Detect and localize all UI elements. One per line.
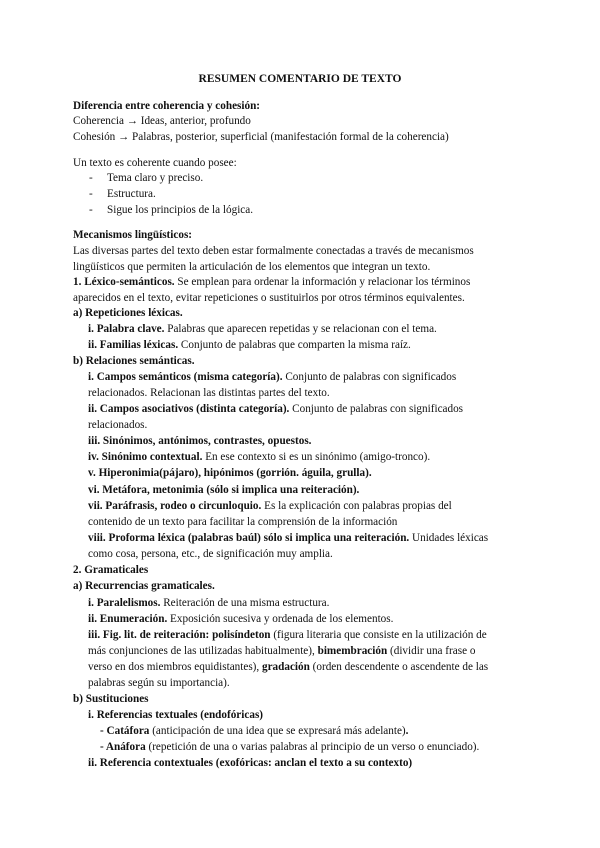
line-coherencia: Coherencia → Ideas, anterior, profundo [73,115,251,127]
item-sinonimos: iii. Sinónimos, antónimos, contrastes, opuestos. [88,435,312,447]
item-parafrasis: vii. Paráfrasis, rodeo o circunloquio. Es la explicación con palabras propias del [88,500,452,512]
paragraph-line: Las diversas partes del texto deben estar formalmente conectadas a través de mecanismos [73,245,474,257]
coherente-intro: Un texto es coherente cuando posee: [73,157,237,169]
paragraph-line: palabras según su importancia). [88,677,230,689]
paragraph-line: contenido de un texto para facilitar la comprensión de la información [88,516,398,528]
page-title: RESUMEN COMENTARIO DE TEXTO [198,73,402,85]
paragraph-line: relacionados. Relacionan las distintas partes del texto. [88,387,330,399]
item-anafora: - Anáfora (repetición de una o varias palabras al principio de un verso o enunciado). [100,741,480,753]
list-item: - Sigue los principios de la lógica. [89,204,254,216]
heading-coherencia-cohesion: Diferencia entre coherencia y cohesión: [73,100,261,112]
item-sinonimo-contextual: iv. Sinónimo contextual. En ese contexto si es un sinónimo (amigo-tronco). [88,451,431,463]
item-campos-semanticos: i. Campos semánticos (misma categoría). Conjunto de palabras con significados [88,371,457,383]
list-item: - Tema claro y preciso. [89,172,204,184]
subheading-sustituciones: b) Sustituciones [73,693,149,705]
paragraph-line: lingüísticos que permiten la articulación de los elementos que integran un texto. [73,261,431,273]
item-familias-lexicas: ii. Familias léxicas. Conjunto de palabras que comparten la misma raíz. [88,339,411,351]
item-catafora: - Catáfora (anticipación de una idea que se expresará más adelante). [100,725,409,737]
item-palabra-clave: i. Palabra clave. Palabras que aparecen repetidas y se relacionan con el tema. [88,323,437,335]
subheading-recurrencias: a) Recurrencias gramaticales. [73,580,215,592]
lexico-semanticos-line: 1. Léxico-semánticos. Se emplean para ordenar la información y relacionar los términos [73,276,471,288]
paragraph-line: aparecidos en el texto, evitar repeticiones o sustituirlos por otros términos equivalentes. [73,292,465,304]
list-item: - Estructura. [89,188,156,200]
paragraph-line: como cosa, persona, etc., de significación muy amplia. [88,548,333,560]
heading-gramaticales: 2. Gramaticales [73,564,149,576]
line-cohesion: Cohesión → Palabras, posterior, superficial (manifestación formal de la coherencia) [73,131,449,143]
paragraph-line: verso en dos miembros equidistantes), gradación (orden descendente o ascendente de las [88,661,489,673]
item-fig-lit: iii. Fig. lit. de reiteración: polisíndeton (figura literaria que consiste en la utilización de [88,629,487,641]
paragraph-line: más conjunciones de las utilizadas habitualmente), bimembración (dividir una frase o [88,645,476,657]
subheading-repeticiones: a) Repeticiones léxicas. [73,307,183,319]
item-campos-asociativos: ii. Campos asociativos (distinta categoría). Conjunto de palabras con significados [88,403,464,415]
item-proforma-lexica: viii. Proforma léxica (palabras baúl) sólo si implica una reiteración. Unidades léxicas [88,532,489,544]
item-paralelismos: i. Paralelismos. Reiteración de una misma estructura. [88,597,330,609]
item-metafora: vi. Metáfora, metonimia (sólo si implica una reiteración). [88,484,360,496]
item-referencia-contextuales: ii. Referencia contextuales (exofóricas: anclan el texto a su contexto) [88,757,413,769]
item-referencias-textuales: i. Referencias textuales (endofóricas) [88,709,264,721]
item-hiperonimia: v. Hiperonimia(pájaro), hipónimos (gorrión. águila, grulla). [88,467,372,479]
heading-mecanismos: Mecanismos lingüísticos: [73,229,193,241]
subheading-relaciones: b) Relaciones semánticas. [73,355,195,367]
paragraph-line: relacionados. [88,419,148,431]
item-enumeracion: ii. Enumeración. Exposición sucesiva y ordenada de los elementos. [88,613,394,625]
